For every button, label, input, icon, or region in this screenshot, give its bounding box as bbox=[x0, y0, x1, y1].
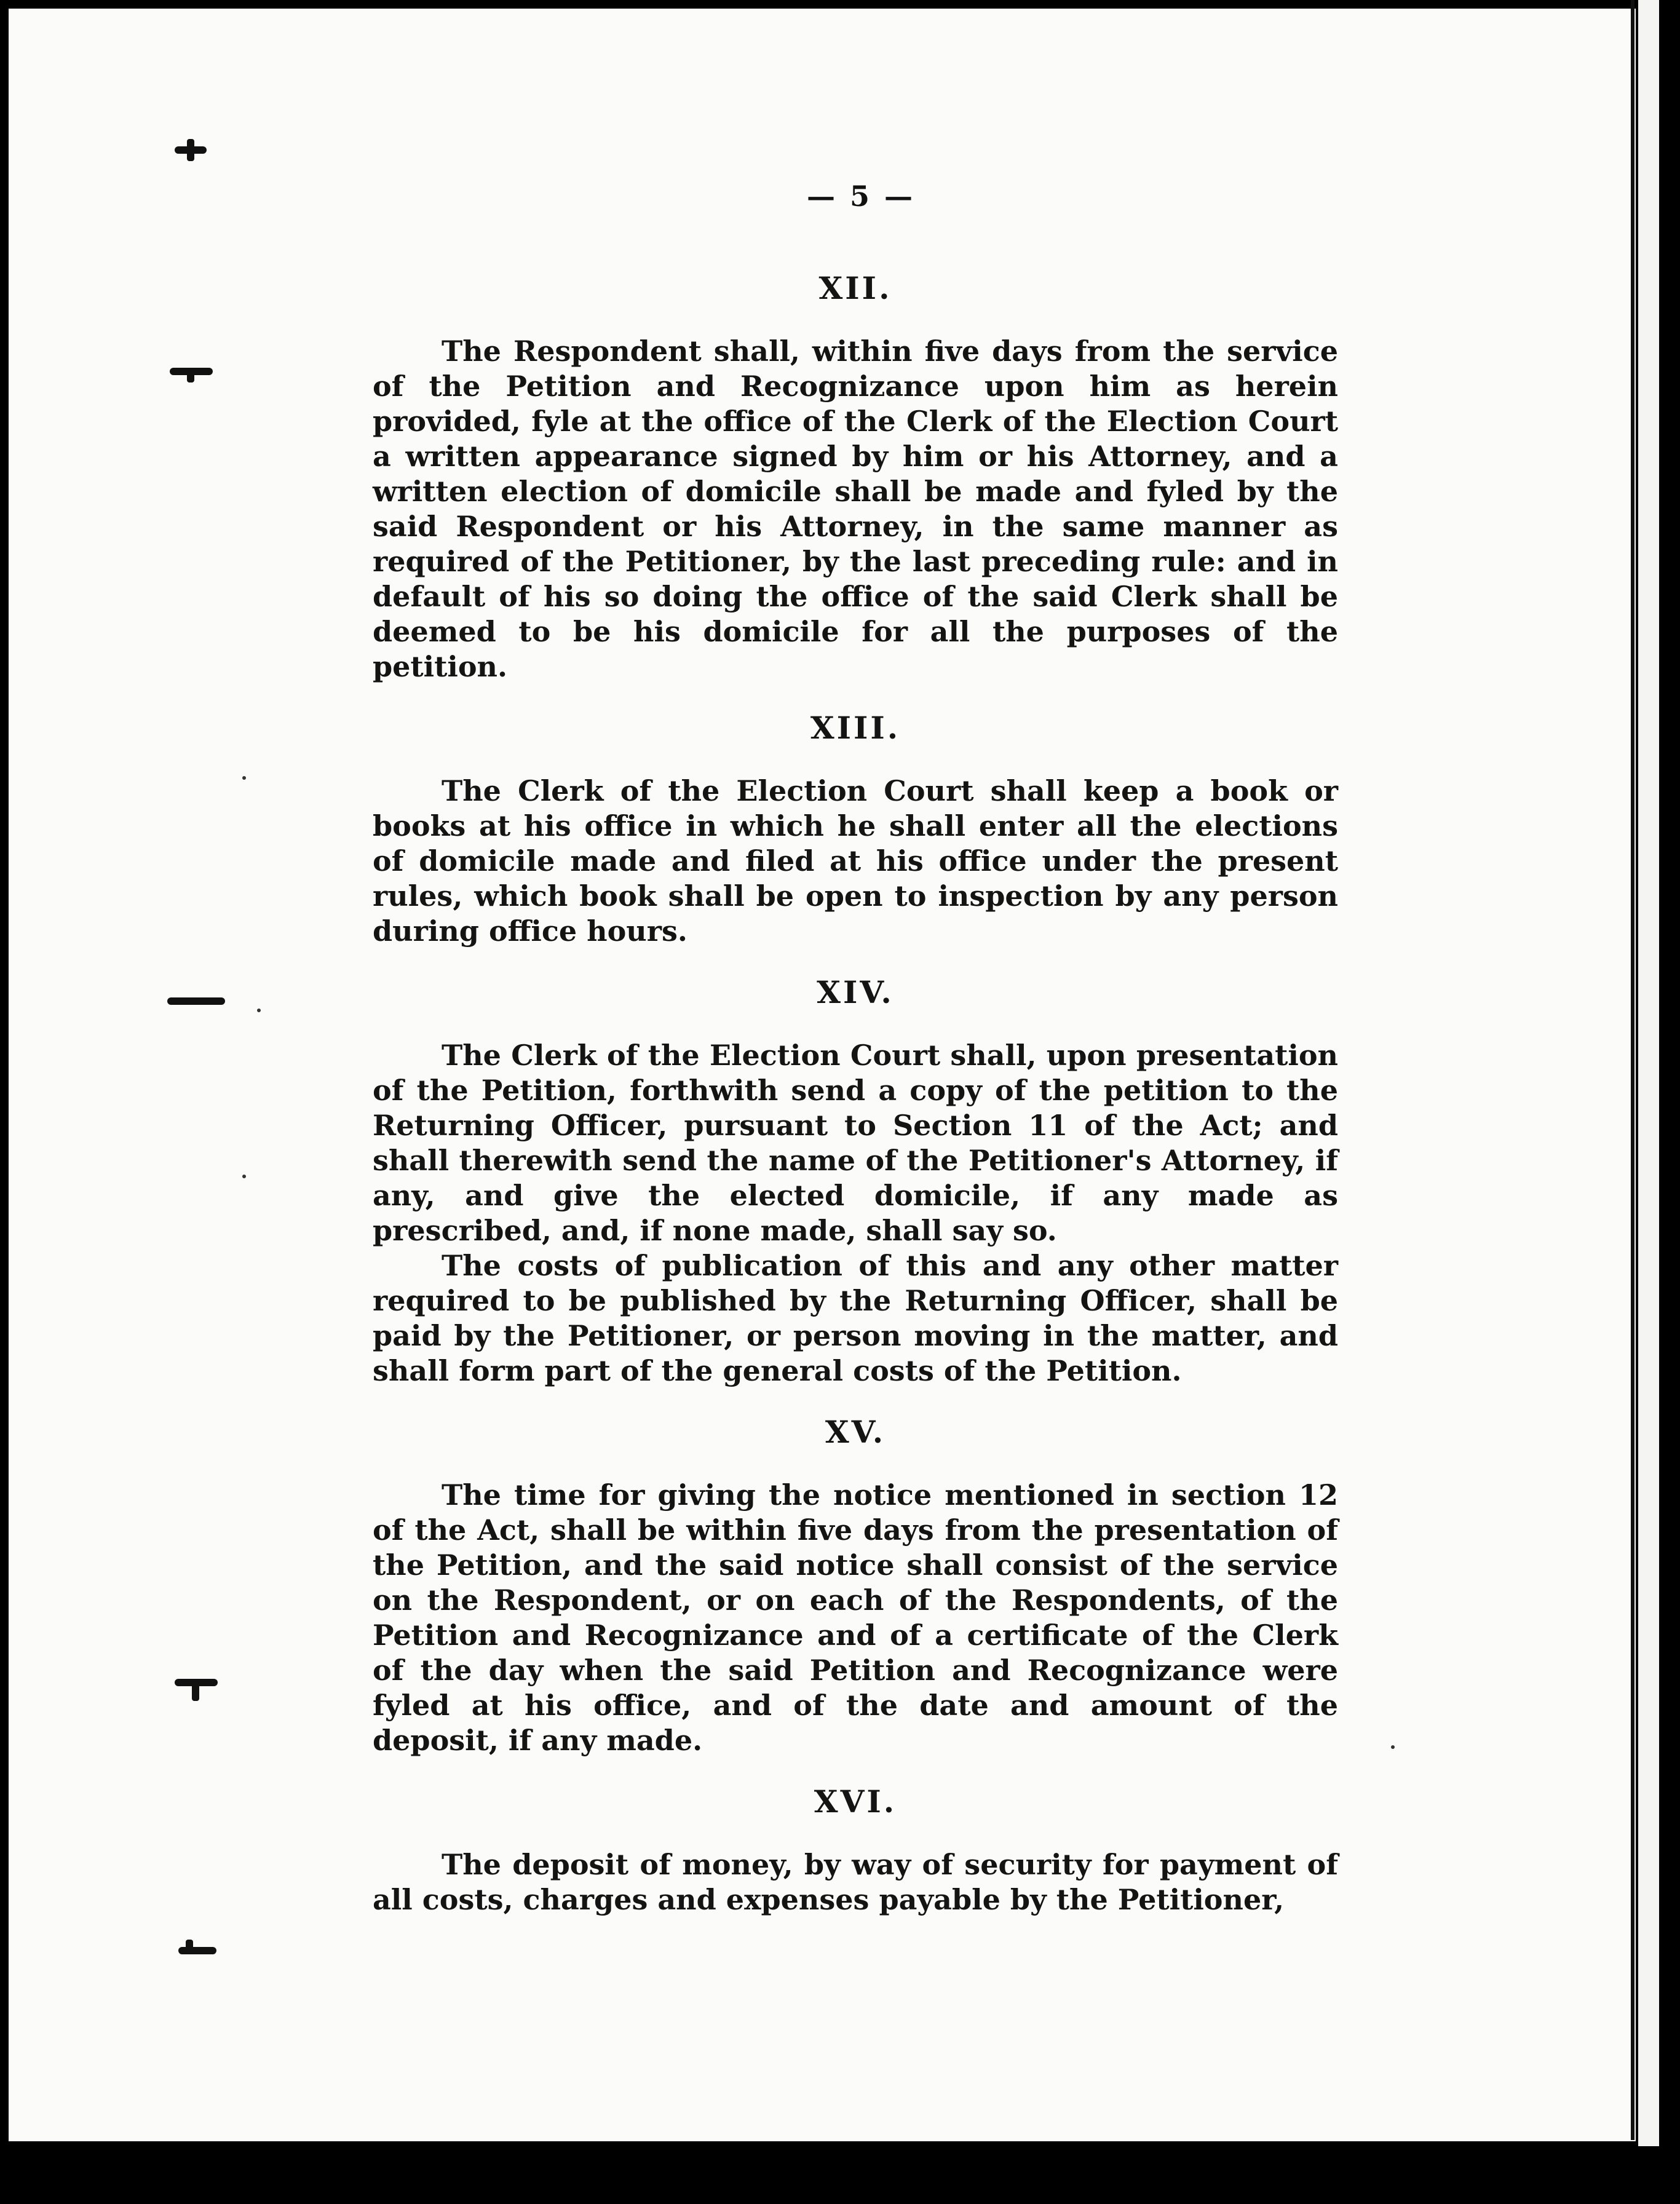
section-heading: XII. bbox=[818, 270, 892, 306]
section-heading: XIV. bbox=[817, 974, 894, 1010]
margin-mark bbox=[187, 139, 194, 161]
speck bbox=[1391, 1745, 1395, 1749]
section-heading: XVI. bbox=[814, 1783, 897, 1820]
section-paragraph: The costs of publication of this and any other matter required to be published by the Returning Officer, shall be paid by the Petitioner, or person moving in the matter, and shall form part of the general costs of the Petition. bbox=[373, 1249, 1338, 1387]
speck bbox=[242, 1175, 246, 1178]
page-edge bbox=[1638, 0, 1659, 2146]
section-heading: XIII. bbox=[810, 710, 901, 746]
margin-mark bbox=[167, 997, 225, 1005]
binding-line bbox=[1631, 0, 1634, 2140]
section-paragraph: The deposit of money, by way of security for payment of all costs, charges and expenses payable by the Petitioner, bbox=[373, 1848, 1338, 1916]
section-paragraph: The Respondent shall, within five days from the service of the Petition and Recognizance upon him as herein provided, fyle at the office of the Clerk of the Election Court a written appearance signed by him or his Attorney, and a written election of domicile shall be made and fyled by the said Respondent or his Attorney, in the same manner as required of the Petitioner, by the last preceding rule: and in default of his so doing the office of the said Clerk shall be deemed to be his domicile for all the purposes of the petition. bbox=[373, 335, 1338, 683]
speck bbox=[242, 776, 246, 780]
margin-mark bbox=[187, 368, 194, 383]
margin-mark bbox=[192, 1679, 199, 1701]
page-number: — 5 — bbox=[806, 180, 916, 213]
margin-mark bbox=[178, 1947, 216, 1954]
section-paragraph: The time for giving the notice mentioned in section 12 of the Act, shall be within five days from the presentation of the Petition, and the said notice shall consist of the service on the Respondent, or on each of the Respondents, of the Petition and Recognizance and of a certificate of the Clerk of the day when the said Petition and Recognizance were fyled at his office, and of the date and amount of the deposit, if any made. bbox=[373, 1478, 1338, 1757]
section-paragraph: The Clerk of the Election Court shall keep a book or books at his office in which he shall enter all the elections of domicile made and filed at his office under the present rules, which book shall be open to inspection by any person during office hours. bbox=[373, 774, 1338, 948]
document-body bbox=[373, 271, 1338, 1917]
section-paragraph: The Clerk of the Election Court shall, upon presentation of the Petition, forthwith send a copy of the petition to the Returning Officer, pursuant to Section 11 of the Act; and shall therewith send the name of the Petitioner's Attorney, if any, and give the elected domicile, if any made as prescribed, and, if none made, shall say so. bbox=[373, 1039, 1338, 1247]
speck bbox=[257, 1009, 261, 1012]
section-heading: XV. bbox=[825, 1414, 886, 1450]
